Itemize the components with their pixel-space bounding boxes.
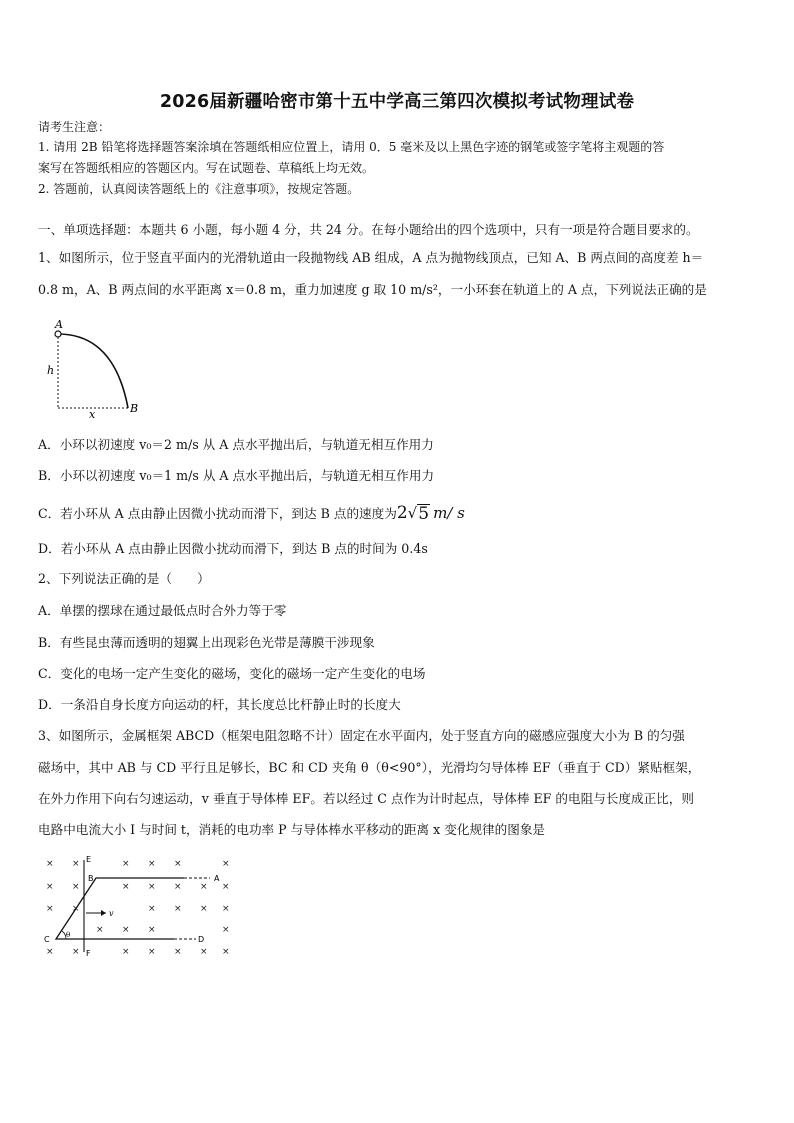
- svg-text:×: ×: [222, 925, 230, 935]
- q3-stem-line1: 3、如图所示，金属框架 ABCD（框架电阻忽略不计）固定在水平面内，处于竖直方向的磁感应强度大小为 B 的匀强: [38, 728, 685, 743]
- parabola-track: [58, 334, 128, 408]
- sqrt-expression: 2 √ 5 m/ s: [396, 503, 465, 524]
- svg-text:×: ×: [148, 859, 156, 869]
- svg-text:×: ×: [46, 904, 54, 914]
- notice-item-1b: 案写在答题纸相应的答题区内。写在试题卷、草稿纸上均无效。: [38, 161, 375, 175]
- label-h: h: [47, 364, 55, 377]
- label-F: F: [86, 949, 91, 958]
- svg-text:×: ×: [200, 882, 208, 892]
- svg-text:×: ×: [222, 904, 230, 914]
- svg-text:×: ×: [222, 947, 230, 957]
- notice-heading: 请考生注意：: [38, 120, 111, 134]
- label-A: A: [214, 874, 220, 883]
- section-heading: 一、单项选择题：本题共 6 小题，每小题 4 分，共 24 分。在每小题给出的四个选项中，只有一项是符合题目要求的。: [38, 222, 699, 237]
- svg-text:×: ×: [174, 882, 182, 892]
- label-C: C: [44, 935, 50, 944]
- q1-figure: [44, 318, 144, 420]
- svg-text:×: ×: [222, 859, 230, 869]
- q2-option-d: D．一条沿自身长度方向运动的杆，其长度总比杆静止时的长度大: [38, 697, 401, 712]
- q2-option-a: A．单摆的摆球在通过最低点时合外力等于零: [38, 603, 287, 618]
- q1-option-a: A．小环以初速度 v₀＝2 m/s 从 A 点水平抛出后，与轨道无相互作用力: [38, 437, 434, 452]
- label-A: A: [55, 318, 63, 331]
- svg-text:×: ×: [46, 882, 54, 892]
- q3-stem-line4: 电路中电流大小 I 与时间 t，消耗的电功率 P 与导体棒水平移动的距离 x 变化规律的图象是: [38, 822, 546, 837]
- svg-text:×: ×: [72, 859, 80, 869]
- q2-option-b: B．有些昆虫薄而透明的翅翼上出现彩色光带是薄膜干涉现象: [38, 635, 375, 650]
- notice-item-1a: 1. 请用 2B 铅笔将选择题答案涂填在答题纸相应位置上，请用 0．5 毫米及以上黑色字迹的钢笔或签字笔将主观题的答: [38, 140, 665, 154]
- svg-text:×: ×: [200, 904, 208, 914]
- speed-unit: m/ s: [433, 504, 465, 522]
- label-x: x: [89, 408, 96, 420]
- label-theta: θ: [66, 931, 71, 939]
- svg-text:×: ×: [174, 947, 182, 957]
- label-D: D: [198, 935, 205, 944]
- svg-text:×: ×: [148, 904, 156, 914]
- q1-stem-line1: 1、如图所示，位于竖直平面内的光滑轨道由一段抛物线 AB 组成，A 点为抛物线顶点，已知 A、B 两点间的高度差 h＝: [38, 250, 704, 265]
- svg-text:×: ×: [148, 882, 156, 892]
- svg-text:×: ×: [46, 947, 54, 957]
- label-B: B: [88, 874, 94, 883]
- svg-text:×: ×: [72, 882, 80, 892]
- svg-text:×: ×: [122, 859, 130, 869]
- q1-option-b: B．小环以初速度 v₀＝1 m/s 从 A 点水平抛出后，与轨道无相互作用力: [38, 468, 435, 483]
- page-title: 2026届新疆哈密市第十五中学高三第四次模拟考试物理试卷: [159, 92, 635, 112]
- q3-stem-line2: 磁场中，其中 AB 与 CD 平行且足够长，BC 和 CD 夹角 θ（θ<90°），光滑均匀导体棒 EF（垂直于 CD）紧贴框架，: [38, 760, 701, 775]
- q2-stem: 2、下列说法正确的是（ ）: [38, 571, 210, 586]
- svg-text:×: ×: [122, 925, 130, 935]
- label-v: v: [109, 909, 114, 918]
- svg-text:×: ×: [122, 882, 130, 892]
- svg-text:×: ×: [96, 925, 104, 935]
- svg-text:×: ×: [148, 947, 156, 957]
- q1-option-c: [38, 504, 758, 523]
- svg-text:×: ×: [148, 925, 156, 935]
- sqrt-coef: 2: [396, 503, 408, 523]
- notice-item-2: 2. 答题前，认真阅读答题纸上的《注意事项》，按规定答题。: [38, 182, 360, 196]
- q1-option-c-text: C．若小环从 A 点由静止因微小扰动而滑下，到达 B 点的速度为: [38, 506, 397, 521]
- q1-option-d: D．若小环从 A 点由静止因微小扰动而滑下，到达 B 点的时间为 0.4s: [38, 541, 428, 556]
- svg-text:×: ×: [72, 904, 80, 914]
- q1-stem-line2: 0.8 m，A、B 两点间的水平距离 x＝0.8 m，重力加速度 g 取 10 m/s²，一小环套在轨道上的 A 点，下列说法正确的是: [38, 282, 707, 297]
- ring-icon: [55, 331, 61, 337]
- q3-stem-line3: 在外力作用下向右匀速运动，v 垂直于导体棒 EF。若以经过 C 点作为计时起点，导体棒 EF 的电阻与长度成正比，则: [38, 791, 694, 806]
- svg-text:×: ×: [222, 882, 230, 892]
- svg-text:×: ×: [200, 947, 208, 957]
- svg-text:×: ×: [174, 904, 182, 914]
- label-B: B: [130, 402, 139, 415]
- svg-text:×: ×: [122, 947, 130, 957]
- sqrt-radicand: 5: [418, 504, 430, 524]
- svg-text:×: ×: [174, 859, 182, 869]
- svg-text:×: ×: [46, 859, 54, 869]
- arrow-head-icon: [101, 910, 106, 916]
- label-E: E: [86, 855, 92, 864]
- q3-figure: [38, 852, 238, 960]
- svg-text:×: ×: [72, 947, 80, 957]
- q2-option-c: C．变化的电场一定产生变化的磁场，变化的磁场一定产生变化的电场: [38, 666, 426, 681]
